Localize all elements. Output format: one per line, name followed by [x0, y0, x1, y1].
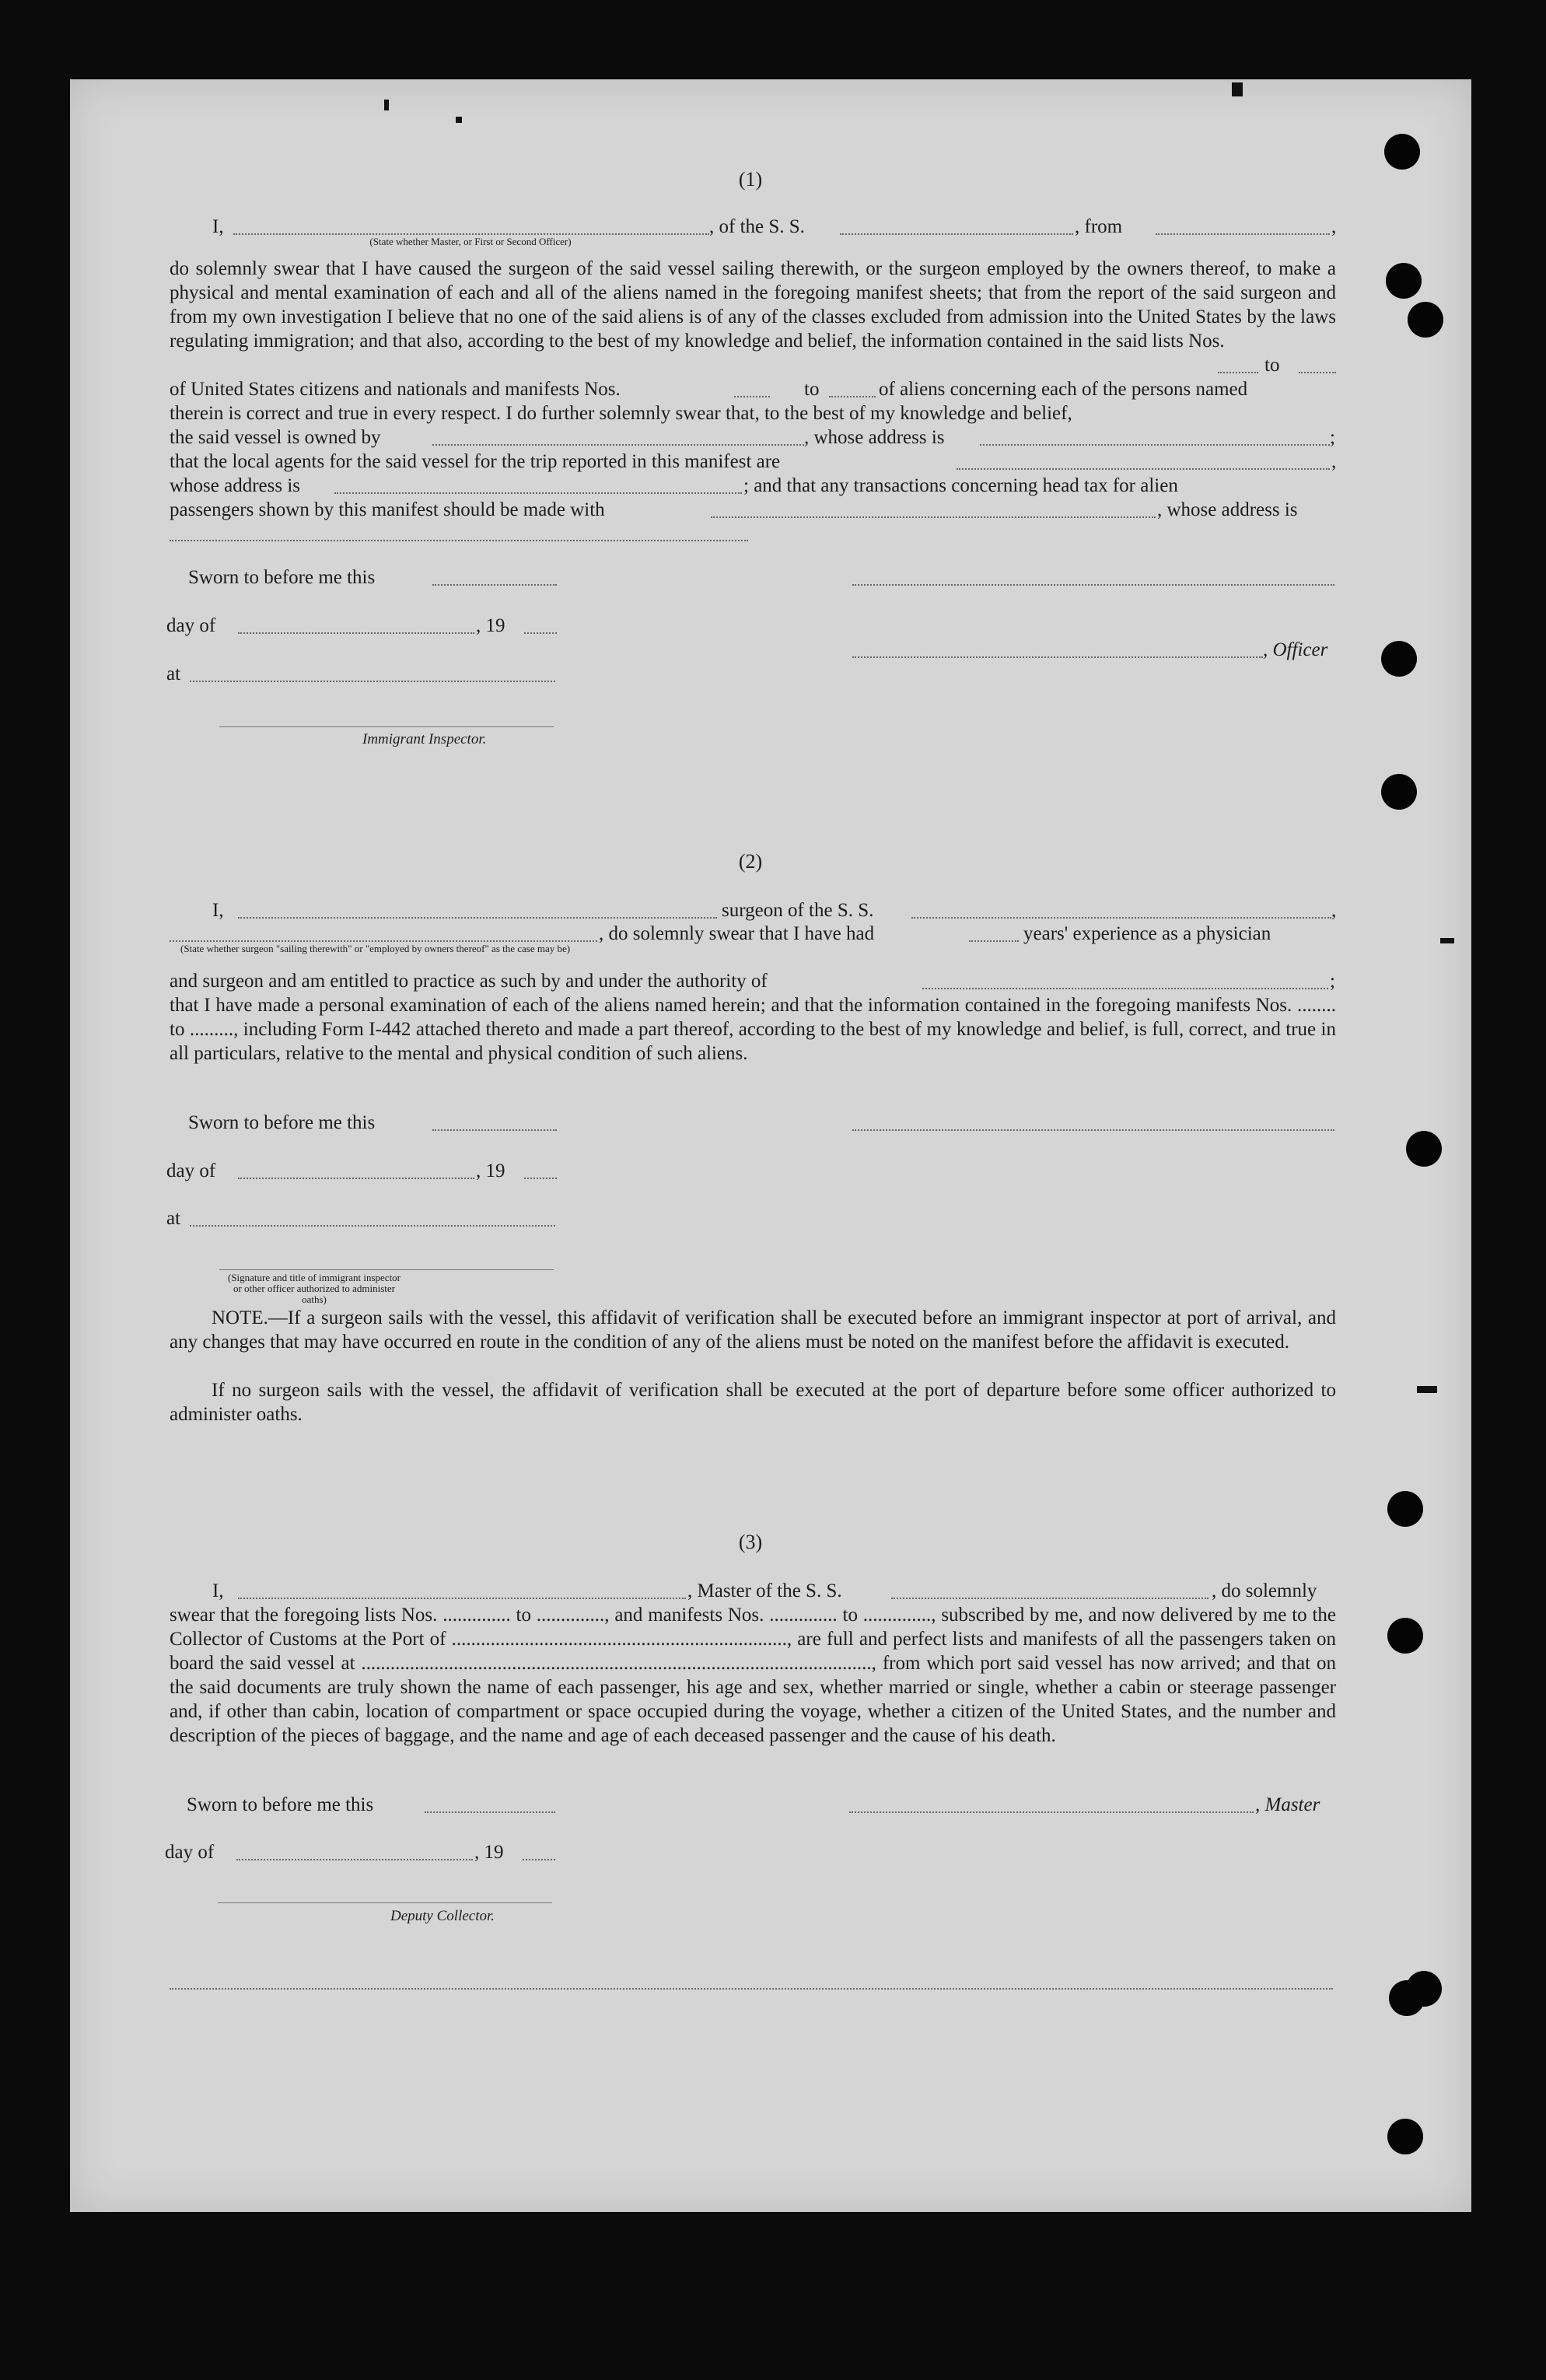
master-prefix: I,: [212, 1580, 224, 1601]
local-agents-field[interactable]: [957, 468, 1330, 470]
section-number: (2): [738, 850, 763, 873]
surgeon-of-label: surgeon of the S. S.: [722, 900, 874, 921]
to-label: to: [804, 379, 820, 400]
owner-field[interactable]: [432, 444, 804, 446]
bottom-rule: [170, 1988, 1333, 1990]
punch-hole-10: [1406, 1971, 1442, 2007]
master-oath-paragraph: swear that the foregoing lists Nos. .............. to .............., and manifests Nos. .............. to .............., subscribed by me, and now delivered by me to the Collector of Customs at the Port of ....................................................................., are full and perfect lists and manifests of all the passengers taken on board the said vessel at ........................................................................................................., from which port said vessel has now arrived; and that on the said documents are truly shown the name of each passenger, his age and sex, whether married or single, whether a cabin or steerage passenger and, if other than cabin, location of compartment or space occupied during the voyage, whether a citizen of the United States, and the number and description of the pieces of baggage, and the name and age of each deceased passenger and the cause of his death.: [170, 1605, 1336, 1746]
punch-hole-3: [1408, 302, 1443, 338]
master-label: [1255, 1793, 1320, 1817]
vessel-label: , of the S. S.: [709, 216, 805, 237]
manifest-from-field[interactable]: [734, 396, 770, 397]
officer-label-text: , Officer: [1263, 639, 1328, 660]
from-port-field[interactable]: [1156, 233, 1330, 235]
punch-hole-5: [1381, 774, 1417, 810]
punctuation: ,: [1331, 451, 1337, 472]
from-label: , from: [1075, 216, 1123, 237]
head-tax-address-field[interactable]: [170, 540, 748, 541]
citizens-line-end: of aliens concerning each of the persons named: [879, 379, 1248, 400]
note-paragraph-1: [170, 1306, 1336, 1354]
day-of-label: day of: [165, 1842, 215, 1863]
head-tax-text: ; and that any transactions concerning head tax for alien: [743, 475, 1178, 496]
scan-speck: [384, 100, 389, 110]
master-signature-field[interactable]: [849, 1811, 1254, 1813]
agents-address-field[interactable]: [334, 492, 742, 494]
master-name-field[interactable]: [238, 1598, 686, 1599]
surgeon-vessel-field[interactable]: [911, 917, 1331, 919]
day-of-label: day of: [166, 1160, 216, 1181]
year-field[interactable]: [524, 632, 557, 634]
local-agents-label: that the local agents for the said vessel for the trip reported in this manifest are: [170, 451, 781, 472]
year-label: , 19: [476, 615, 505, 636]
owner-address-field[interactable]: [980, 444, 1330, 446]
swear-text: , do solemnly swear that I have had: [599, 923, 875, 944]
punch-hole-11: [1387, 2119, 1423, 2154]
citizens-line: of United States citizens and nationals and manifests Nos.: [170, 379, 621, 400]
surgeon-prefix: I,: [212, 900, 224, 921]
vessel-name-field[interactable]: [840, 233, 1073, 235]
master-of-label: , Master of the S. S.: [687, 1580, 842, 1601]
punch-hole-2: [1386, 263, 1422, 299]
officer-rank-note: (State whether Master, or First or Second Officer): [369, 236, 572, 247]
sworn-label: Sworn to before me this: [188, 1112, 376, 1133]
officer-title-field[interactable]: [852, 656, 1263, 658]
officer-name-field[interactable]: [233, 233, 709, 235]
sworn-label: Sworn to before me this: [187, 1794, 374, 1815]
correct-line: therein is correct and true in every respect. I do further solemnly swear that, to the best of my knowledge and belief,: [170, 403, 1072, 424]
deputy-signature-line[interactable]: [218, 1902, 552, 1903]
to-label: to: [1264, 355, 1280, 376]
punch-hole-7: [1387, 1491, 1423, 1527]
year-field[interactable]: [523, 1859, 555, 1860]
owned-by-label: the said vessel is owned by: [170, 427, 381, 448]
punctuation: ;: [1330, 427, 1335, 448]
sworn-day-field[interactable]: [432, 584, 557, 586]
surgeon-status-field[interactable]: [170, 940, 597, 942]
scan-speck: [1417, 1386, 1437, 1393]
master-label-text: , Master: [1255, 1794, 1320, 1815]
scan-speck: [456, 117, 462, 123]
year-label: , 19: [474, 1842, 504, 1863]
examination-paragraph: that I have made a personal examination of each of the aliens named herein; and that the information contained in the foregoing manifests Nos. ........ to ........., including Form I-442 attached thereto and made a part thereof, according to the best of my knowledge and belief, is full, correct, and true in all particulars, relative to the mental and physical condition of such aliens.: [170, 995, 1336, 1064]
entitled-text: and surgeon and am entitled to practice as such by and under the authority of: [170, 971, 768, 992]
whose-address-label: , whose address is: [1157, 499, 1298, 520]
surgeon-status-note: (State whether surgeon "sailing therewith" or "employed by owners thereof" as the case may be): [180, 943, 571, 954]
oath-paragraph-1: do solemnly swear that I have caused the surgeon of the said vessel sailing therewith, or the surgeon employed by the owners thereof, to make a physical and mental examination of each and all of the aliens named in the foregoing manifest sheets; that from the report of the said surgeon and from my own investigation I believe that no one of the said aliens is of any of the classes excluded from admission into the United States by the laws regulating immigration; and that also, according to the best of my knowledge and belief, the information contained in the said lists Nos.: [170, 258, 1336, 352]
punch-hole-6: [1406, 1131, 1442, 1167]
note-text: If no surgeon sails with the vessel, the affidavit of verification shall be executed at the port of departure before some officer authorized to administer oaths.: [170, 1380, 1336, 1425]
punctuation: ;: [1330, 971, 1335, 992]
punch-hole-4: [1381, 641, 1417, 677]
scan-speck: [1232, 82, 1243, 96]
year-field[interactable]: [524, 1178, 557, 1179]
surgeon-signature-field[interactable]: [852, 1129, 1334, 1131]
signature-title-note: (Signature and title of immigrant inspector or other officer authorized to administer oaths): [227, 1272, 401, 1305]
agents-address-label: whose address is: [170, 475, 301, 496]
sworn-day-field[interactable]: [432, 1129, 557, 1131]
punctuation: ,: [1331, 900, 1337, 921]
manifest-to-field[interactable]: [829, 396, 876, 397]
at-place-field[interactable]: [190, 681, 555, 682]
at-place-field[interactable]: [190, 1225, 555, 1227]
whose-address-label: , whose address is: [804, 427, 945, 448]
note-text: NOTE.—If a surgeon sails with the vessel, this affidavit of verification shall be executed before an immigrant inspector at port of arrival, and any changes that may have occurred en route in the condition of any of the aliens must be noted on the manifest before the affidavit is executed.: [170, 1307, 1336, 1353]
head-tax-contact-field[interactable]: [711, 516, 1156, 518]
section-number: (3): [738, 1531, 763, 1553]
inspector-signature-line[interactable]: [219, 1269, 554, 1270]
years-field[interactable]: [969, 940, 1019, 942]
passengers-shown-label: passengers shown by this manifest should be made with: [170, 499, 605, 520]
deputy-collector-label: Deputy Collector.: [390, 1908, 495, 1924]
note-paragraph-2: [170, 1378, 1336, 1426]
officer-signature-field[interactable]: [852, 584, 1334, 586]
section-number: (1): [738, 168, 763, 191]
authority-field[interactable]: [922, 988, 1328, 989]
year-label: , 19: [476, 1160, 505, 1181]
punctuation: ,: [1331, 216, 1337, 237]
lists-from-field[interactable]: [1218, 372, 1258, 373]
solemnly-text: , do solemnly: [1212, 1580, 1317, 1601]
scan-speck: [1440, 938, 1454, 943]
month-field[interactable]: [238, 632, 474, 634]
day-of-label: day of: [166, 615, 216, 636]
officer-label: [1263, 638, 1327, 662]
inspector-signature-line[interactable]: [219, 726, 554, 727]
sworn-day-field[interactable]: [425, 1811, 555, 1813]
years-text: years' experience as a physician: [1023, 923, 1271, 944]
sworn-label: Sworn to before me this: [188, 567, 376, 588]
month-field[interactable]: [236, 1859, 473, 1860]
officer-prefix: I,: [212, 216, 224, 237]
at-label: at: [166, 663, 181, 684]
punch-hole-1: [1384, 134, 1420, 170]
at-label: at: [166, 1208, 181, 1229]
lists-to-field[interactable]: [1299, 372, 1336, 373]
master-vessel-field[interactable]: [891, 1598, 1208, 1599]
punch-hole-8: [1387, 1618, 1423, 1654]
inspector-label: Immigrant Inspector.: [362, 731, 487, 747]
surgeon-name-field[interactable]: [238, 917, 717, 919]
month-field[interactable]: [238, 1178, 474, 1179]
